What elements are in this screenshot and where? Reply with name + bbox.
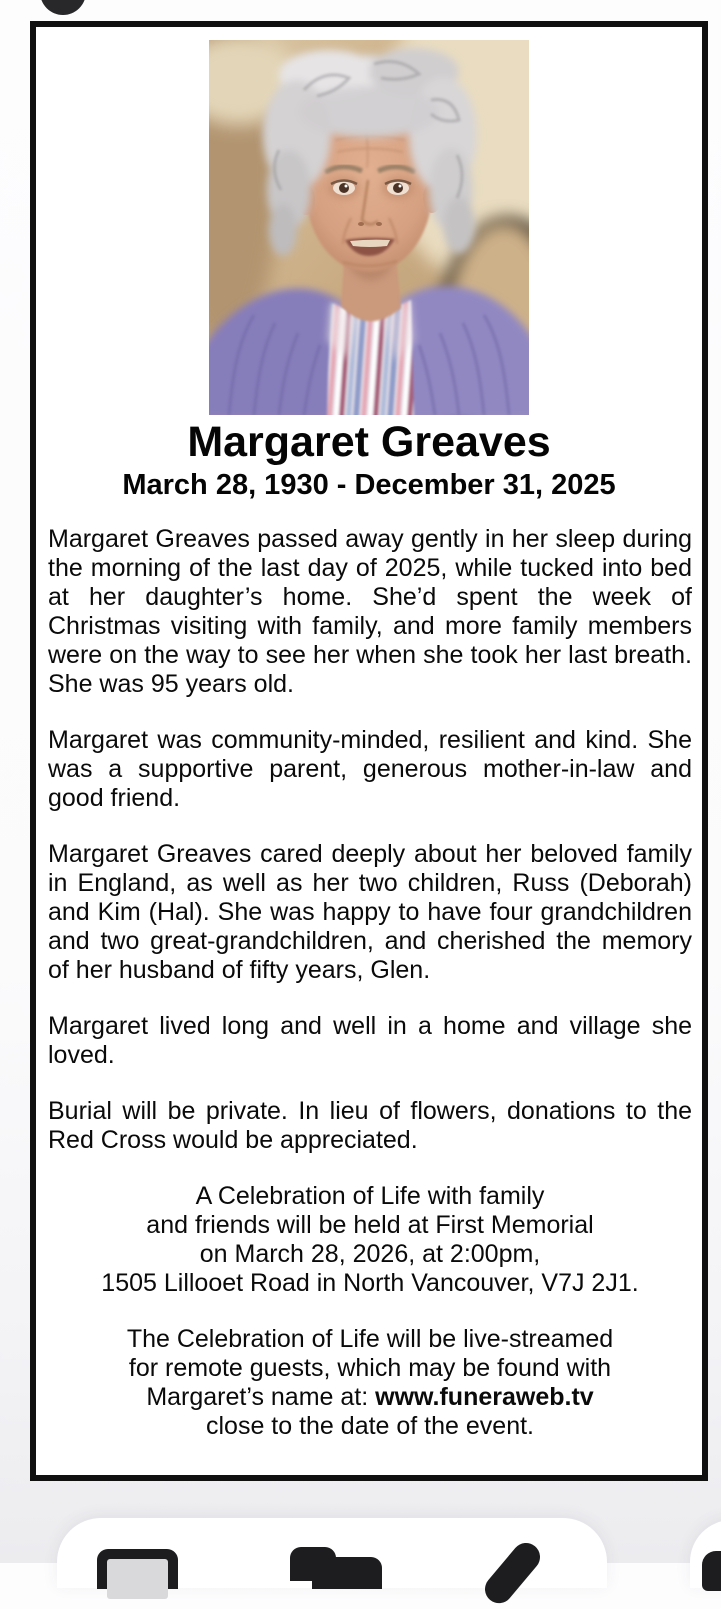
service-line: A Celebration of Life with family [195, 1182, 545, 1210]
top-partial-dot [40, 0, 86, 15]
livestream-url: www.funeraweb.tv [375, 1383, 594, 1411]
livestream-line: for remote guests, which may be found with [128, 1354, 612, 1382]
obituary-body [36, 525, 702, 1441]
obituary-paragraph: Burial will be private. In lieu of flowers, donations to the Red Cross would be appreciated. [48, 1097, 692, 1154]
pencil-icon[interactable] [479, 1537, 545, 1609]
service-line: 1505 Lillooet Road in North Vancouver, V7J 2J1. [101, 1269, 639, 1297]
livestream-url-prefix: Margaret’s name at: [146, 1383, 376, 1411]
folder-app-icon[interactable] [290, 1547, 382, 1589]
livestream-line [48, 1383, 692, 1412]
obituary-paragraph: Margaret Greaves cared deeply about her beloved family in England, as well as her two children, Russ (Deborah) and Kim (Hal). She was happy to have four grandchildren and two great-grandchildren, and cherished the memory of her husband of fifty years, Glen. [48, 840, 692, 984]
partial-app-icon[interactable] [702, 1551, 721, 1591]
livestream-line: The Celebration of Life will be live-streamed [126, 1325, 614, 1353]
app-shortcut-card-right[interactable] [690, 1520, 721, 1588]
obituary-paragraph: Margaret Greaves passed away gently in her sleep during the morning of the last day of 2025, while tucked into bed at her daughter’s home. She’d spent the week of Christmas visiting with family, and more family members were on the way to see her when she took her last breath. She was 95 years old. [48, 525, 692, 698]
window-app-icon-pane [107, 1559, 168, 1599]
obituary-paragraph: Margaret lived long and well in a home and village she loved. [48, 1012, 692, 1069]
app-shortcut-card[interactable] [57, 1518, 607, 1588]
livestream-details [48, 1325, 692, 1441]
obituary-paragraph: Margaret was community-minded, resilient and kind. She was a supportive parent, generous mother-in-law and good friend. [48, 726, 692, 812]
portrait-illustration [209, 40, 529, 415]
window-app-icon[interactable] [97, 1549, 178, 1589]
deceased-name: Margaret Greaves [187, 418, 551, 466]
service-line: and friends will be held at First Memorial [146, 1211, 594, 1239]
folder-body [312, 1557, 382, 1589]
livestream-line: close to the date of the event. [205, 1412, 534, 1440]
portrait-photo [209, 40, 529, 415]
service-details [48, 1182, 692, 1298]
life-dates: March 28, 1930 - December 31, 2025 [122, 469, 616, 501]
obituary-document [30, 21, 708, 1481]
service-line: on March 28, 2026, at 2:00pm, [199, 1240, 541, 1268]
